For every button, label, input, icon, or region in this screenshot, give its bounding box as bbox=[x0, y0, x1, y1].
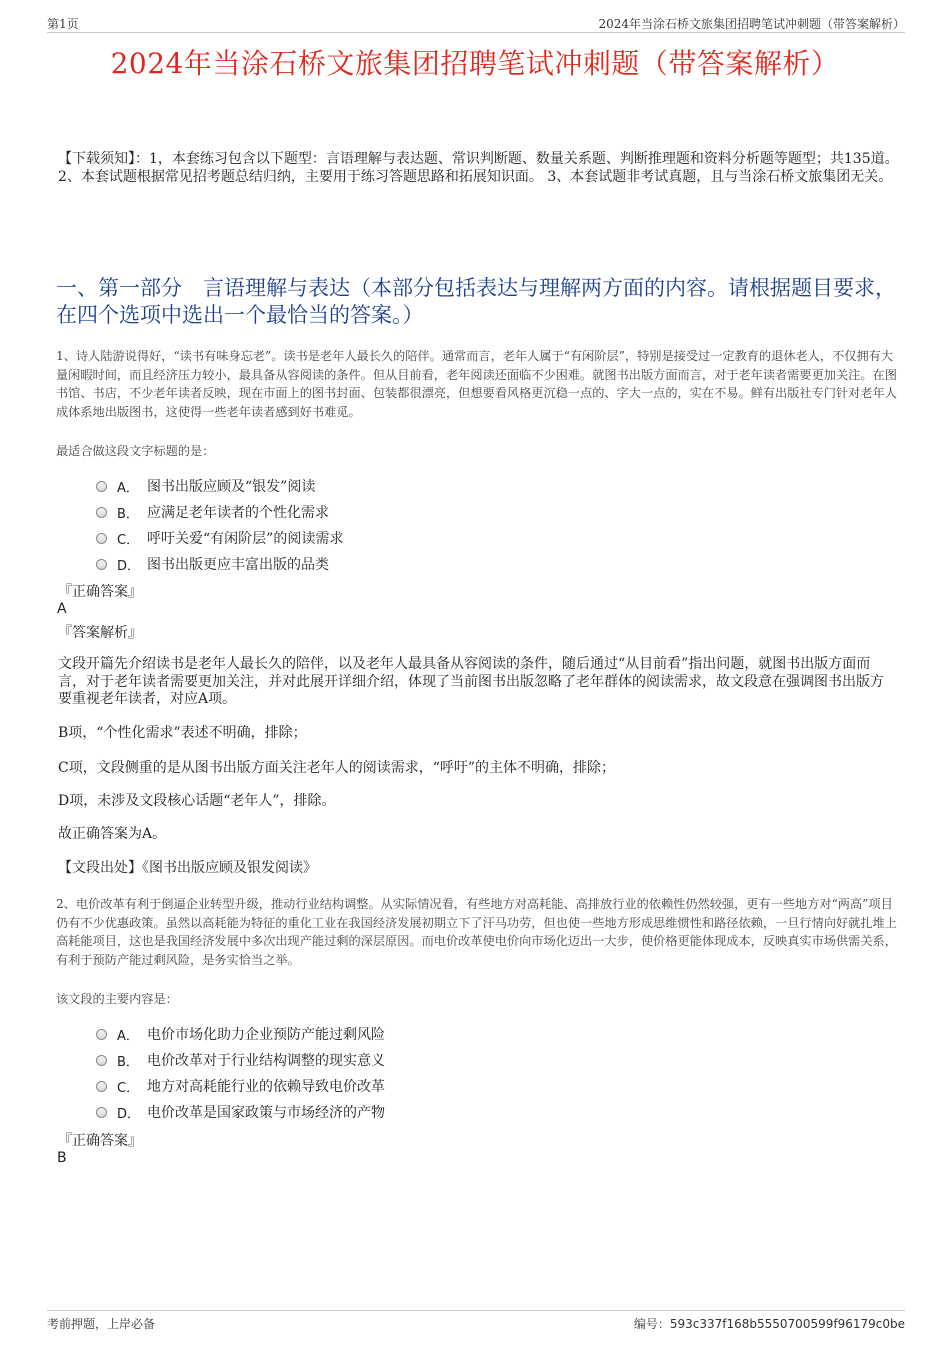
answer-label: 『正确答案』 bbox=[58, 1133, 142, 1149]
analysis-paragraph: D项，未涉及文段核心话题“老年人”，排除。 bbox=[58, 793, 336, 809]
analysis-paragraph: 文段开篇先介绍读书是老年人最长久的陪伴，以及老年人最具备从容阅读的条件，随后通过“从目前看”指出问题，就图书出版方面而言，对于老年读者需要更加关注，并对此展开详细介绍，体现了当前图书出版忽略了老年群体的阅读需求，故文段意在强调图书出版方要重视老年读者，对应A项。 bbox=[58, 656, 884, 707]
download-notice: 【下载须知】：1，本套练习包含以下题型：言语理解与表达题、常识判断题、数量关系题、判断推理题和资料分析题等题型；共135道。 2、本套试题根据常见招考题总结归纳，主要用于练习答题思路和拓展知识面。 3、本套试题非考试真题，且与当涂石桥文旅集团无关。 bbox=[58, 151, 899, 185]
analysis-paragraph: B项，“个性化需求”表述不明确，排除； bbox=[58, 725, 307, 741]
question-1-prompt: 最适合做这段文字标题的是： bbox=[56, 444, 215, 458]
document-title: 2024年当涂石桥文旅集团招聘笔试冲刺题（带答案解析） bbox=[110, 47, 840, 80]
answer-label: 『正确答案』 bbox=[58, 584, 142, 600]
radio-icon[interactable] bbox=[96, 533, 107, 544]
page-header bbox=[47, 12, 905, 33]
question-2-text: 2、电价改革有利于倒逼企业转型升级，推动行业结构调整。从实际情况看，有些地方对高耗能、高排放行业的依赖性仍然较强，更有一些地方对“两高”项目仍有不少优惠政策。虽然以高耗能为特征的重化工业在我国经济发展初期立下了汗马功劳，但也使一些地方形成思维惯性和路径依赖，一旦行情向好就扎堆上高耗能项目，这也是我国经济发展中多次出现产能过剩的深层原因。而电价改革使电价向市场化迈出一大步，使价格更能体现成本，反映真实市场供需关系，有利于预防产能过剩风险，是务实恰当之举。 bbox=[56, 897, 897, 967]
answer-value: A bbox=[57, 601, 67, 617]
source-note: 【文段出处】《图书出版应顾及银发阅读》 bbox=[58, 860, 317, 876]
radio-icon[interactable] bbox=[96, 1055, 107, 1066]
question-1-text: 1、诗人陆游说得好，“读书有味身忘老”。读书是老年人最长久的陪伴。通常而言，老年人属于“有闲阶层”，特别是接受过一定教育的退休老人，不仅拥有大量闲暇时间，而且经济压力较小，最具备从容阅读的条件。但从目前看，老年阅读还面临不少困难。就图书出版方面而言，对于老年读者需要更加关注。在图书馆、书店，不少老年读者反映，现在市面上的图书封面、包装都很漂亮，但想要看风格更沉稳一点的、字大一点的，实在不易。鲜有出版社专门针对老年人成体系地出版图书，这使得一些老年读者感到好书难觅。 bbox=[56, 349, 897, 419]
footer-slogan: 考前押题，上岸必备 bbox=[47, 1317, 156, 1331]
radio-icon[interactable] bbox=[96, 507, 107, 518]
radio-icon[interactable] bbox=[96, 1029, 107, 1040]
radio-icon[interactable] bbox=[96, 559, 107, 570]
radio-icon[interactable] bbox=[96, 1081, 107, 1092]
question-2-prompt: 该文段的主要内容是： bbox=[56, 992, 178, 1006]
option-c[interactable]: C． 呼吁关爱“有闲阶层”的阅读需求 bbox=[96, 525, 343, 551]
page-footer bbox=[47, 1310, 905, 1331]
answer-value: B bbox=[57, 1150, 67, 1166]
question-2-options bbox=[96, 1021, 385, 1125]
header-doc-title: 2024年当涂石桥文旅集团招聘笔试冲刺题（带答案解析） bbox=[598, 17, 905, 31]
option-a[interactable]: A． 图书出版应顾及“银发”阅读 bbox=[96, 473, 343, 499]
option-c[interactable]: C． 地方对高耗能行业的依赖导致电价改革 bbox=[96, 1073, 385, 1099]
analysis-paragraph: 故正确答案为A。 bbox=[58, 826, 167, 842]
option-b[interactable]: B． 应满足老年读者的个性化需求 bbox=[96, 499, 343, 525]
document-code: 编号：593c337f168b5550700599f96179c0be bbox=[633, 1317, 905, 1331]
section-title: 一、第一部分 言语理解与表达（本部分包括表达与理解两方面的内容。请根据题目要求，在四个选项中选出一个最恰当的答案。） bbox=[56, 276, 896, 327]
option-b[interactable]: B． 电价改革对于行业结构调整的现实意义 bbox=[96, 1047, 385, 1073]
question-1-options bbox=[96, 473, 343, 577]
radio-icon[interactable] bbox=[96, 481, 107, 492]
option-a[interactable]: A． 电价市场化助力企业预防产能过剩风险 bbox=[96, 1021, 385, 1047]
page-number: 第1页 bbox=[47, 17, 79, 31]
analysis-paragraph: C项，文段侧重的是从图书出版方面关注老年人的阅读需求，“呼吁”的主体不明确，排除； bbox=[58, 760, 616, 776]
analysis-label: 『答案解析』 bbox=[58, 625, 142, 641]
radio-icon[interactable] bbox=[96, 1107, 107, 1118]
option-d[interactable]: D． 图书出版更应丰富出版的品类 bbox=[96, 551, 343, 577]
option-d[interactable]: D． 电价改革是国家政策与市场经济的产物 bbox=[96, 1099, 385, 1125]
